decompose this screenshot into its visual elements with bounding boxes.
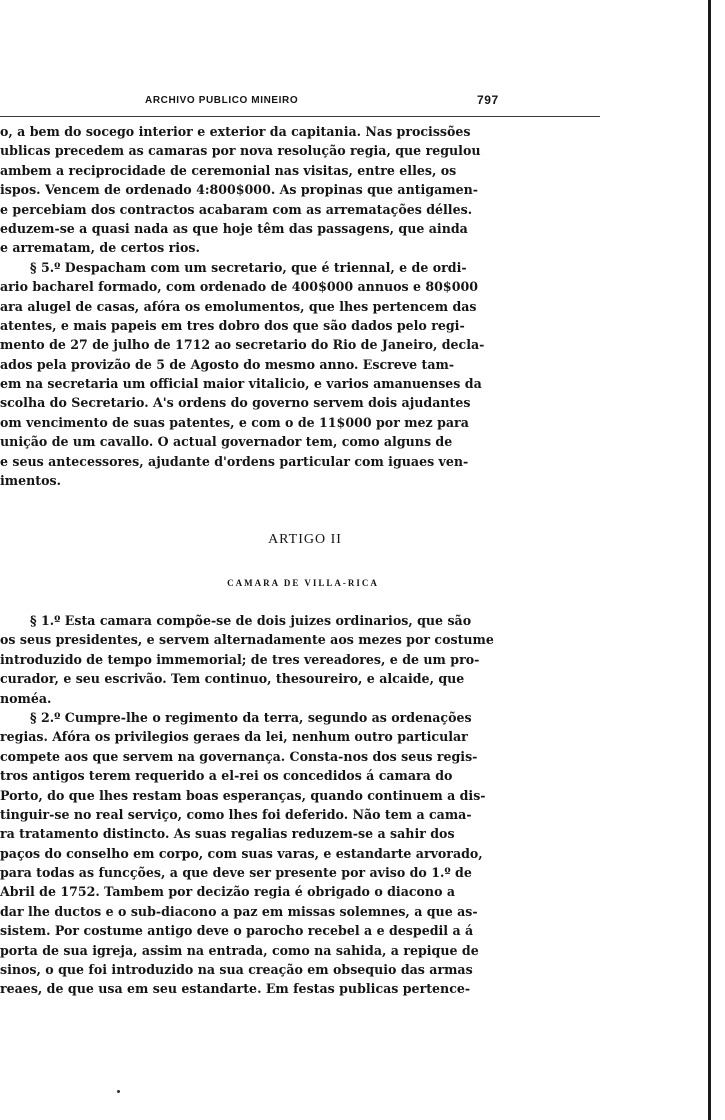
text-line: os seus presidentes, e servem alternadamente aos mezes por costume [0, 632, 494, 648]
text-line: paços do conselho em corpo, com suas varas, e estandarte arvorado, [0, 845, 483, 861]
text-line: sinos, o que foi introduzido na sua creação em obsequio das armas [0, 962, 473, 978]
text-line: dar lhe ductos e o sub-diacono a paz em missas solemnes, a que as- [0, 903, 478, 919]
text-line: curador, e seu escrivão. Tem continuo, thesoureiro, e alcaide, que [0, 671, 465, 687]
text-line: o, a bem do socego interior e exterior da capitania. Nas procissões [0, 124, 471, 139]
text-line: eduzem-se a quasi nada as que hoje têm das passagens, que ainda [0, 220, 468, 236]
text-line: introduzido de tempo immemorial; de tres vereadores, e de um pro- [0, 651, 480, 667]
text-line: reaes, de que usa em seu estandarte. Em festas publicas pertence- [0, 981, 471, 997]
text-line: ados pela provizão de 5 de Agosto do mesmo anno. Escreve tam- [0, 356, 455, 372]
text-line: regias. Afóra os privilegios geraes da lei, nenhum outro particular [0, 729, 468, 745]
text-line: mento de 27 de julho de 1712 ao secretario do Rio de Janeiro, decla- [0, 337, 485, 353]
text-line: para todas as funcções, a que deve ser presente por aviso do 1.º de [0, 865, 472, 881]
text-line: imentos. [0, 473, 61, 489]
text-line: Abril de 1752. Tambem por decizão regia é obrigado o diacono a [0, 884, 456, 900]
text-line: tros antigos terem requerido a el-rei os concedidos á camara do [0, 768, 453, 784]
paragraph-start-line: § 1.º Esta camara compõe-se de dois juizes ordinarios, que são [30, 613, 472, 628]
text-line: ra tratamento distincto. As suas regalias reduzem-se a sahir dos [0, 826, 455, 842]
text-line: noméa. [0, 690, 52, 706]
text-line: e arrematam, de certos rios. [0, 240, 200, 256]
header-rule [0, 116, 600, 118]
text-line: porta de sua igreja, assim na entrada, como na sahida, a repique de [0, 942, 479, 958]
text-line: om vencimento de suas patentes, e com o de 11$000 por mez para [0, 414, 469, 430]
text-line: e seus antecessores, ajudante d'ordens particular com iguaes ven- [0, 453, 469, 469]
text-line: ara alugel de casas, afóra os emolumentos, que lhes pertencem das [0, 298, 477, 314]
paragraph-start-line: § 2.º Cumpre-lhe o regimento da terra, segundo as ordenações [30, 709, 472, 725]
page-number: 797 [477, 93, 499, 107]
section-text [0, 122, 600, 490]
paragraph-start-line: § 5.º Despacham com um secretario, que é triennal, e de ordi- [30, 259, 467, 275]
text-line: atentes, e mais papeis em tres dobro dos que são dados pelo regi- [0, 317, 465, 333]
text-line: compete aos que servem na governança. Consta-nos dos seus regis- [0, 748, 478, 764]
text-line: ambem a reciprocidade de ceremonial nas visitas, entre elles, os [0, 162, 457, 178]
text-line: ublicas precedem as camaras por nova resolução regia, que regulou [0, 143, 481, 159]
text-line: tinguir-se no real serviço, como lhes foi deferido. Não tem a cama- [0, 806, 472, 822]
article-heading: ARTIGO II [268, 532, 342, 547]
page-edge-shadow [708, 0, 711, 1120]
text-line: ispos. Vencem de ordenado 4:800$000. As propinas que antigamen- [0, 182, 479, 198]
text-line: unição de um cavallo. O actual governador tem, como alguns de [0, 434, 453, 450]
text-line: scolha do Secretario. A's ordens do governo servem dois ajudantes [0, 395, 471, 411]
text-line: e percebiam dos contractos acabaram com as arrematações délles. [0, 201, 473, 217]
running-title: ARCHIVO PUBLICO MINEIRO [145, 95, 299, 106]
text-line: Porto, do que lhes restam boas esperanças, quando continuem a dis- [0, 787, 486, 803]
article-text [0, 611, 600, 999]
chamber-heading: CAMARA DE VILLA-RICA [227, 578, 379, 588]
text-line: sistem. Por costume antigo deve o parocho recebel a e despedil a á [0, 923, 474, 939]
text-line: ario bacharel formado, com ordenado de 400$000 annuos e 80$000 [0, 279, 478, 295]
running-header [0, 95, 600, 113]
text-line: em na secretaria um official maior vitalicio, e varios amanuenses da [0, 376, 482, 392]
ink-speck [117, 1090, 120, 1093]
